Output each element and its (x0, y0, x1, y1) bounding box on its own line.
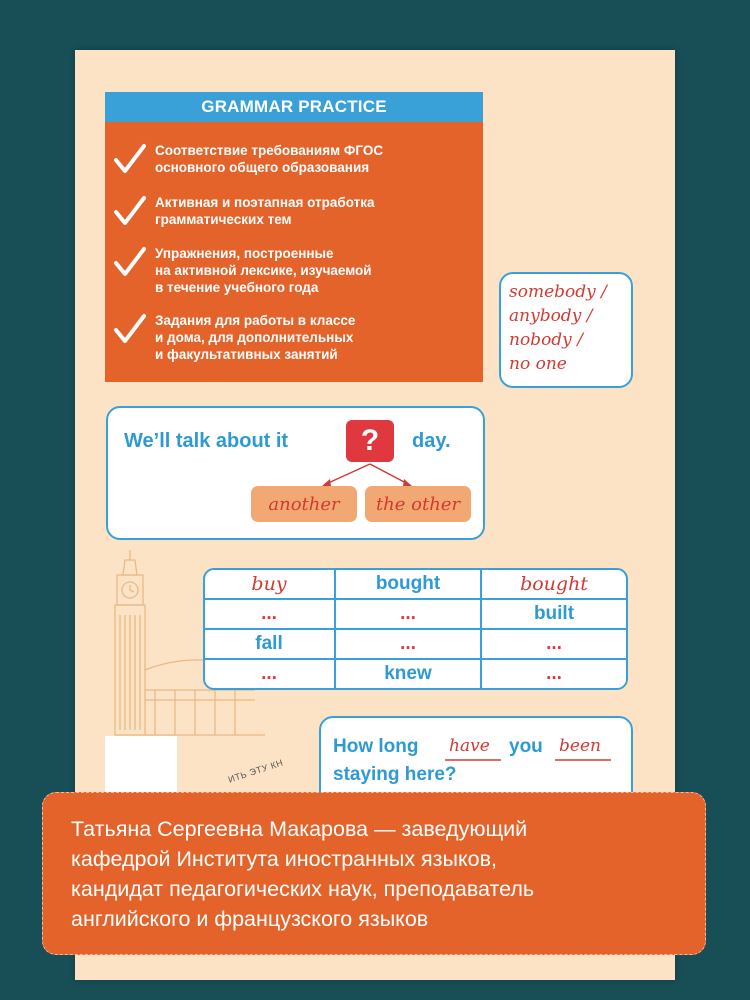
checkmark-icon (113, 245, 147, 279)
pronoun-word: somebody / (509, 282, 607, 302)
sentence-part-2: day. (412, 430, 451, 452)
author-line: кафедрой Института иностранных языков, (71, 847, 497, 871)
staying-here-text: staying here? (333, 764, 457, 785)
table-cell: ... (400, 603, 416, 624)
table-cell: ... (546, 663, 562, 684)
table-cell: ... (261, 663, 277, 684)
pronoun-word: anybody / (509, 306, 593, 326)
pronoun-word: nobody / (509, 330, 583, 350)
author-line: Татьяна Сергеевна Макарова — заведующий (71, 817, 528, 841)
author-line: кандидат педагогических наук, преподаватель (71, 877, 535, 901)
checkmark-icon (113, 194, 147, 228)
underline-icon (555, 758, 615, 762)
checkmark-icon (113, 142, 147, 176)
option-another: another (251, 486, 357, 522)
checkmark-icon (113, 312, 147, 346)
table-cell: built (533, 603, 575, 624)
grammar-practice-title: GRAMMAR PRACTICE (105, 92, 483, 122)
pronoun-word: no one (509, 354, 567, 374)
table-cell: knew (384, 663, 432, 684)
fill-in-have: have (449, 736, 490, 756)
author-line: английского и французского языков (71, 907, 429, 931)
table-cell: fall (255, 633, 283, 654)
table-cell: buy (251, 573, 287, 595)
author-banner (42, 792, 706, 955)
feature-text: Задания для работы в классе и дома, для дополнительных и факультативных занятий (155, 313, 356, 362)
question-mark-box: ? (346, 420, 394, 462)
verb-forms-table (203, 568, 628, 690)
grammar-practice-box (105, 92, 483, 382)
fill-in-been: been (559, 736, 601, 756)
underline-icon (445, 758, 505, 762)
how-long-text: How long (333, 736, 419, 757)
option-the-other: the other (365, 486, 471, 522)
table-cell: ... (261, 603, 277, 624)
sentence-card (106, 406, 485, 540)
table-cell: ... (546, 633, 562, 654)
feature-text: Соответствие требованиям ФГОС основного общего образования (155, 143, 384, 175)
you-text: you (509, 736, 543, 757)
pronouns-card (499, 272, 633, 388)
table-cell: bought (375, 573, 441, 594)
table-cell: ... (400, 633, 416, 654)
sentence-part-1: We’ll talk about it (124, 430, 289, 452)
stamp-text: ИТЬ ЭТУ КН (226, 757, 285, 785)
table-cell: bought (520, 573, 588, 595)
feature-text: Упражнения, построенные на активной лексике, изучаемой в течение учебного года (155, 246, 372, 295)
feature-text: Активная и поэтапная отработка грамматических тем (155, 195, 375, 227)
